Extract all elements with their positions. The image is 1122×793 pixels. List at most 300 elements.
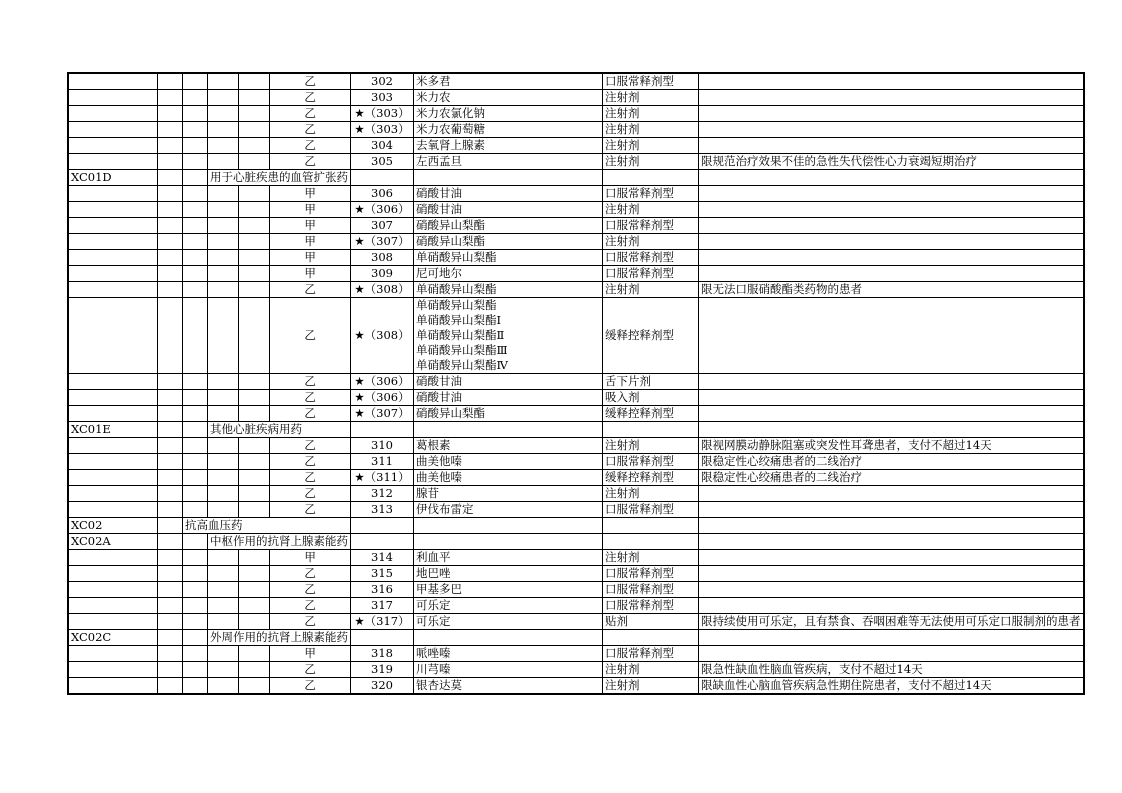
- dosage-form: 注射剂: [603, 678, 699, 695]
- dosage-form: 缓释控释剂型: [603, 406, 699, 422]
- drug-row: [68, 282, 1084, 298]
- drug-name: 硝酸异山梨酯: [414, 234, 603, 250]
- drug-row: [68, 266, 1084, 282]
- indent-cell: [239, 390, 270, 406]
- remark: [699, 250, 1084, 266]
- drug-name: 左西孟旦: [414, 154, 603, 170]
- remark: [699, 534, 1084, 550]
- category-code: [68, 390, 158, 406]
- category-code: [68, 122, 158, 138]
- remark: [699, 218, 1084, 234]
- drug-row: [68, 438, 1084, 454]
- indent-cell: [183, 470, 208, 486]
- drug-name: 曲美他嗪: [414, 470, 603, 486]
- drug-name: 葛根素: [414, 438, 603, 454]
- dosage-form: 注射剂: [603, 234, 699, 250]
- remark: [699, 73, 1084, 90]
- indent-cell: [183, 598, 208, 614]
- remark: [699, 406, 1084, 422]
- category-code: [68, 678, 158, 695]
- category-code: [68, 566, 158, 582]
- indent-cell: [183, 582, 208, 598]
- indent-cell: [208, 250, 239, 266]
- indent-cell: [208, 502, 239, 518]
- category-code: [68, 266, 158, 282]
- indent-cell: [239, 662, 270, 678]
- drug-row: [68, 678, 1084, 695]
- category-code: [68, 582, 158, 598]
- drug-row: [68, 298, 1084, 374]
- drug-number: ★（306）: [351, 374, 414, 390]
- indent-cell: [183, 438, 208, 454]
- drug-name: 单硝酸异山梨酯Ⅳ: [416, 358, 508, 372]
- indent-cell: [208, 374, 239, 390]
- indent-cell: [158, 170, 183, 186]
- drug-class: 甲: [270, 250, 351, 266]
- table-body: [68, 73, 1084, 694]
- indent-cell: [239, 266, 270, 282]
- remark: 限无法口服硝酸酯类药物的患者: [699, 282, 1084, 298]
- remark: [699, 138, 1084, 154]
- drug-number: 310: [351, 438, 414, 454]
- indent-cell: [158, 422, 183, 438]
- category-code: [68, 154, 158, 170]
- indent-cell: [158, 598, 183, 614]
- drug-class: 乙: [270, 282, 351, 298]
- indent-cell: [239, 138, 270, 154]
- indent-cell: [208, 662, 239, 678]
- indent-cell: [183, 486, 208, 502]
- indent-cell: [208, 154, 239, 170]
- drug-name: [414, 534, 603, 550]
- dosage-form: 注射剂: [603, 138, 699, 154]
- dosage-form: 注射剂: [603, 202, 699, 218]
- indent-cell: [239, 646, 270, 662]
- indent-cell: [158, 234, 183, 250]
- drug-row: [68, 218, 1084, 234]
- indent-cell: [158, 406, 183, 422]
- indent-cell: [158, 534, 183, 550]
- remark: [699, 486, 1084, 502]
- category-code: [68, 662, 158, 678]
- drug-class: 乙: [270, 566, 351, 582]
- indent-cell: [239, 438, 270, 454]
- drug-number: 304: [351, 138, 414, 154]
- indent-cell: [158, 138, 183, 154]
- indent-cell: [183, 550, 208, 566]
- drug-number: ★（307）: [351, 234, 414, 250]
- indent-cell: [183, 154, 208, 170]
- category-code: [68, 106, 158, 122]
- drug-row: [68, 582, 1084, 598]
- remark: [699, 202, 1084, 218]
- drug-row: [68, 138, 1084, 154]
- drug-number: 305: [351, 154, 414, 170]
- drug-number: 316: [351, 582, 414, 598]
- indent-cell: [239, 582, 270, 598]
- number-cell: [351, 630, 414, 646]
- remark: 限视网膜动静脉阻塞或突发性耳聋患者，支付不超过14天: [699, 438, 1084, 454]
- indent-cell: [183, 646, 208, 662]
- indent-cell: [158, 218, 183, 234]
- indent-cell: [239, 186, 270, 202]
- drug-number: ★（303）: [351, 122, 414, 138]
- remark: [699, 266, 1084, 282]
- drug-row: [68, 454, 1084, 470]
- indent-cell: [158, 154, 183, 170]
- drug-number: ★（306）: [351, 202, 414, 218]
- dosage-form: 口服常释剂型: [603, 454, 699, 470]
- drug-row: [68, 390, 1084, 406]
- remark: [699, 234, 1084, 250]
- indent-cell: [208, 486, 239, 502]
- indent-cell: [183, 234, 208, 250]
- drug-class: 乙: [270, 73, 351, 90]
- indent-cell: [208, 106, 239, 122]
- indent-cell: [158, 202, 183, 218]
- indent-cell: [158, 90, 183, 106]
- indent-cell: [158, 374, 183, 390]
- drug-class: 乙: [270, 662, 351, 678]
- category-label: 外周作用的抗肾上腺素能药: [208, 630, 351, 646]
- indent-cell: [158, 266, 183, 282]
- drug-class: 乙: [270, 122, 351, 138]
- indent-cell: [158, 502, 183, 518]
- drug-class: 甲: [270, 186, 351, 202]
- number-cell: [351, 534, 414, 550]
- category-code: [68, 614, 158, 630]
- drug-number: ★（308）: [351, 282, 414, 298]
- drug-class: 乙: [270, 582, 351, 598]
- drug-class: 甲: [270, 646, 351, 662]
- drug-name: 米力农葡萄糖: [414, 122, 603, 138]
- indent-cell: [208, 598, 239, 614]
- dosage-form: 口服常释剂型: [603, 73, 699, 90]
- drug-row: [68, 662, 1084, 678]
- indent-cell: [239, 470, 270, 486]
- indent-cell: [158, 122, 183, 138]
- drug-class: 乙: [270, 90, 351, 106]
- indent-cell: [239, 614, 270, 630]
- category-label: 抗高血压药: [183, 518, 351, 534]
- drug-class: 乙: [270, 614, 351, 630]
- dosage-form: 注射剂: [603, 486, 699, 502]
- indent-cell: [183, 454, 208, 470]
- drug-class: 乙: [270, 406, 351, 422]
- drug-row: [68, 598, 1084, 614]
- dosage-form: [603, 534, 699, 550]
- category-code: [68, 598, 158, 614]
- indent-cell: [208, 582, 239, 598]
- indent-cell: [158, 550, 183, 566]
- remark: [699, 298, 1084, 374]
- indent-cell: [183, 250, 208, 266]
- indent-cell: [239, 73, 270, 90]
- drug-name: 川芎嗪: [414, 662, 603, 678]
- drug-name: 哌唑嗪: [414, 646, 603, 662]
- drug-name: 硝酸甘油: [414, 202, 603, 218]
- indent-cell: [208, 550, 239, 566]
- drug-number: 307: [351, 218, 414, 234]
- indent-cell: [183, 90, 208, 106]
- indent-cell: [183, 406, 208, 422]
- drug-name: 硝酸甘油: [414, 186, 603, 202]
- dosage-form: 口服常释剂型: [603, 646, 699, 662]
- drug-row: [68, 90, 1084, 106]
- indent-cell: [183, 282, 208, 298]
- dosage-form: [603, 422, 699, 438]
- drug-number: 302: [351, 73, 414, 90]
- dosage-form: [603, 170, 699, 186]
- indent-cell: [239, 122, 270, 138]
- drug-name: [414, 170, 603, 186]
- dosage-form: 注射剂: [603, 662, 699, 678]
- category-code: [68, 406, 158, 422]
- dosage-form: 舌下片剂: [603, 374, 699, 390]
- drug-name: [414, 630, 603, 646]
- drug-row: [68, 486, 1084, 502]
- remark: 限稳定性心绞痛患者的二线治疗: [699, 454, 1084, 470]
- indent-cell: [208, 298, 239, 374]
- category-code: XC02A: [68, 534, 158, 550]
- drug-name: 米力农氯化钠: [414, 106, 603, 122]
- drug-catalog-table: [67, 72, 1085, 695]
- remark: [699, 374, 1084, 390]
- category-row: [68, 630, 1084, 646]
- indent-cell: [158, 73, 183, 90]
- indent-cell: [183, 186, 208, 202]
- remark: [699, 122, 1084, 138]
- category-row: [68, 518, 1084, 534]
- indent-cell: [158, 438, 183, 454]
- drug-name: 利血平: [414, 550, 603, 566]
- category-code: [68, 282, 158, 298]
- indent-cell: [183, 374, 208, 390]
- dosage-form: 口服常释剂型: [603, 266, 699, 282]
- indent-cell: [208, 90, 239, 106]
- category-code: XC02C: [68, 630, 158, 646]
- dosage-form: 口服常释剂型: [603, 250, 699, 266]
- drug-name: 单硝酸异山梨酯: [414, 250, 603, 266]
- indent-cell: [183, 502, 208, 518]
- indent-cell: [208, 646, 239, 662]
- drug-name: 硝酸异山梨酯: [414, 406, 603, 422]
- indent-cell: [183, 202, 208, 218]
- remark: 限急性缺血性脑血管疾病，支付不超过14天: [699, 662, 1084, 678]
- indent-cell: [208, 454, 239, 470]
- indent-cell: [208, 566, 239, 582]
- drug-class: 甲: [270, 218, 351, 234]
- number-cell: [351, 518, 414, 534]
- indent-cell: [183, 534, 208, 550]
- drug-class: 乙: [270, 390, 351, 406]
- remark: [699, 550, 1084, 566]
- dosage-form: 口服常释剂型: [603, 598, 699, 614]
- remark: 限持续使用可乐定，且有禁食、吞咽困难等无法使用可乐定口服制剂的患者: [699, 614, 1084, 630]
- category-code: [68, 73, 158, 90]
- category-code: [68, 470, 158, 486]
- indent-cell: [183, 390, 208, 406]
- category-label: 中枢作用的抗肾上腺素能药: [208, 534, 351, 550]
- dosage-form: 缓释控释剂型: [603, 470, 699, 486]
- drug-number: 303: [351, 90, 414, 106]
- drug-name: 可乐定: [414, 614, 603, 630]
- drug-class: 乙: [270, 470, 351, 486]
- remark: [699, 390, 1084, 406]
- dosage-form: [603, 630, 699, 646]
- indent-cell: [183, 422, 208, 438]
- category-code: [68, 250, 158, 266]
- drug-class: 甲: [270, 234, 351, 250]
- category-code: [68, 438, 158, 454]
- indent-cell: [239, 106, 270, 122]
- remark: 限缺血性心脑血管疾病急性期住院患者，支付不超过14天: [699, 678, 1084, 695]
- indent-cell: [239, 678, 270, 695]
- category-code: [68, 202, 158, 218]
- drug-class: 乙: [270, 374, 351, 390]
- dosage-form: 注射剂: [603, 550, 699, 566]
- category-label: 其他心脏疾病用药: [208, 422, 351, 438]
- indent-cell: [183, 73, 208, 90]
- drug-number: ★（306）: [351, 390, 414, 406]
- drug-name: 尼可地尔: [414, 266, 603, 282]
- indent-cell: [183, 170, 208, 186]
- dosage-form: 注射剂: [603, 106, 699, 122]
- drug-row: [68, 470, 1084, 486]
- drug-number: ★（303）: [351, 106, 414, 122]
- indent-cell: [208, 138, 239, 154]
- indent-cell: [208, 470, 239, 486]
- category-code: [68, 138, 158, 154]
- drug-name: 单硝酸异山梨酯: [414, 282, 603, 298]
- remark: [699, 422, 1084, 438]
- indent-cell: [158, 454, 183, 470]
- drug-row: [68, 106, 1084, 122]
- category-label: 用于心脏疾患的血管扩张药: [208, 170, 351, 186]
- indent-cell: [183, 662, 208, 678]
- remark: [699, 646, 1084, 662]
- indent-cell: [239, 250, 270, 266]
- drug-name: 单硝酸异山梨酯Ⅰ: [416, 313, 502, 327]
- drug-name: 去氧肾上腺素: [414, 138, 603, 154]
- drug-row: [68, 73, 1084, 90]
- drug-row: [68, 502, 1084, 518]
- remark: [699, 106, 1084, 122]
- drug-class: 乙: [270, 298, 351, 374]
- drug-class: 甲: [270, 202, 351, 218]
- dosage-form: 注射剂: [603, 154, 699, 170]
- indent-cell: [183, 218, 208, 234]
- drug-number: ★（307）: [351, 406, 414, 422]
- drug-number: 317: [351, 598, 414, 614]
- drug-class: 乙: [270, 106, 351, 122]
- category-code: [68, 298, 158, 374]
- indent-cell: [183, 298, 208, 374]
- indent-cell: [239, 598, 270, 614]
- remark: 限稳定性心绞痛患者的二线治疗: [699, 470, 1084, 486]
- drug-row: [68, 374, 1084, 390]
- dosage-form: 缓释控释剂型: [603, 298, 699, 374]
- drug-class: 乙: [270, 438, 351, 454]
- drug-class: 甲: [270, 266, 351, 282]
- drug-name: 可乐定: [414, 598, 603, 614]
- indent-cell: [183, 614, 208, 630]
- category-code: [68, 646, 158, 662]
- indent-cell: [239, 566, 270, 582]
- drug-number: 311: [351, 454, 414, 470]
- drug-number: 315: [351, 566, 414, 582]
- dosage-form: 口服常释剂型: [603, 502, 699, 518]
- indent-cell: [158, 186, 183, 202]
- indent-cell: [239, 90, 270, 106]
- drug-name: 米多君: [414, 73, 603, 90]
- number-cell: [351, 422, 414, 438]
- indent-cell: [208, 186, 239, 202]
- dosage-form: 贴剂: [603, 614, 699, 630]
- drug-name: 银杏达莫: [414, 678, 603, 695]
- category-code: [68, 502, 158, 518]
- indent-cell: [239, 154, 270, 170]
- category-code: [68, 90, 158, 106]
- drug-row: [68, 202, 1084, 218]
- indent-cell: [208, 282, 239, 298]
- dosage-form: 口服常释剂型: [603, 186, 699, 202]
- drug-number: 306: [351, 186, 414, 202]
- dosage-form: 注射剂: [603, 122, 699, 138]
- drug-number: 309: [351, 266, 414, 282]
- indent-cell: [208, 234, 239, 250]
- category-code: [68, 454, 158, 470]
- indent-cell: [183, 566, 208, 582]
- number-cell: [351, 170, 414, 186]
- indent-cell: [158, 282, 183, 298]
- indent-cell: [158, 518, 183, 534]
- drug-row: [68, 250, 1084, 266]
- remark: [699, 518, 1084, 534]
- indent-cell: [158, 646, 183, 662]
- indent-cell: [239, 550, 270, 566]
- drug-number: 313: [351, 502, 414, 518]
- drug-class: 乙: [270, 502, 351, 518]
- dosage-form: 注射剂: [603, 438, 699, 454]
- drug-row: [68, 122, 1084, 138]
- category-code: [68, 234, 158, 250]
- drug-name: 硝酸异山梨酯: [414, 218, 603, 234]
- drug-name: [414, 422, 603, 438]
- drug-name: 地巴唑: [414, 566, 603, 582]
- drug-row: [68, 406, 1084, 422]
- drug-class: 乙: [270, 454, 351, 470]
- indent-cell: [239, 374, 270, 390]
- drug-number: ★（311）: [351, 470, 414, 486]
- indent-cell: [158, 298, 183, 374]
- remark: [699, 170, 1084, 186]
- category-row: [68, 170, 1084, 186]
- indent-cell: [208, 390, 239, 406]
- category-code: XC02: [68, 518, 158, 534]
- indent-cell: [239, 406, 270, 422]
- drug-class: 甲: [270, 550, 351, 566]
- indent-cell: [158, 250, 183, 266]
- drug-row: [68, 154, 1084, 170]
- dosage-form: 口服常释剂型: [603, 566, 699, 582]
- drug-class: 乙: [270, 486, 351, 502]
- drug-class: 乙: [270, 154, 351, 170]
- indent-cell: [183, 266, 208, 282]
- indent-cell: [183, 122, 208, 138]
- indent-cell: [208, 122, 239, 138]
- indent-cell: [208, 406, 239, 422]
